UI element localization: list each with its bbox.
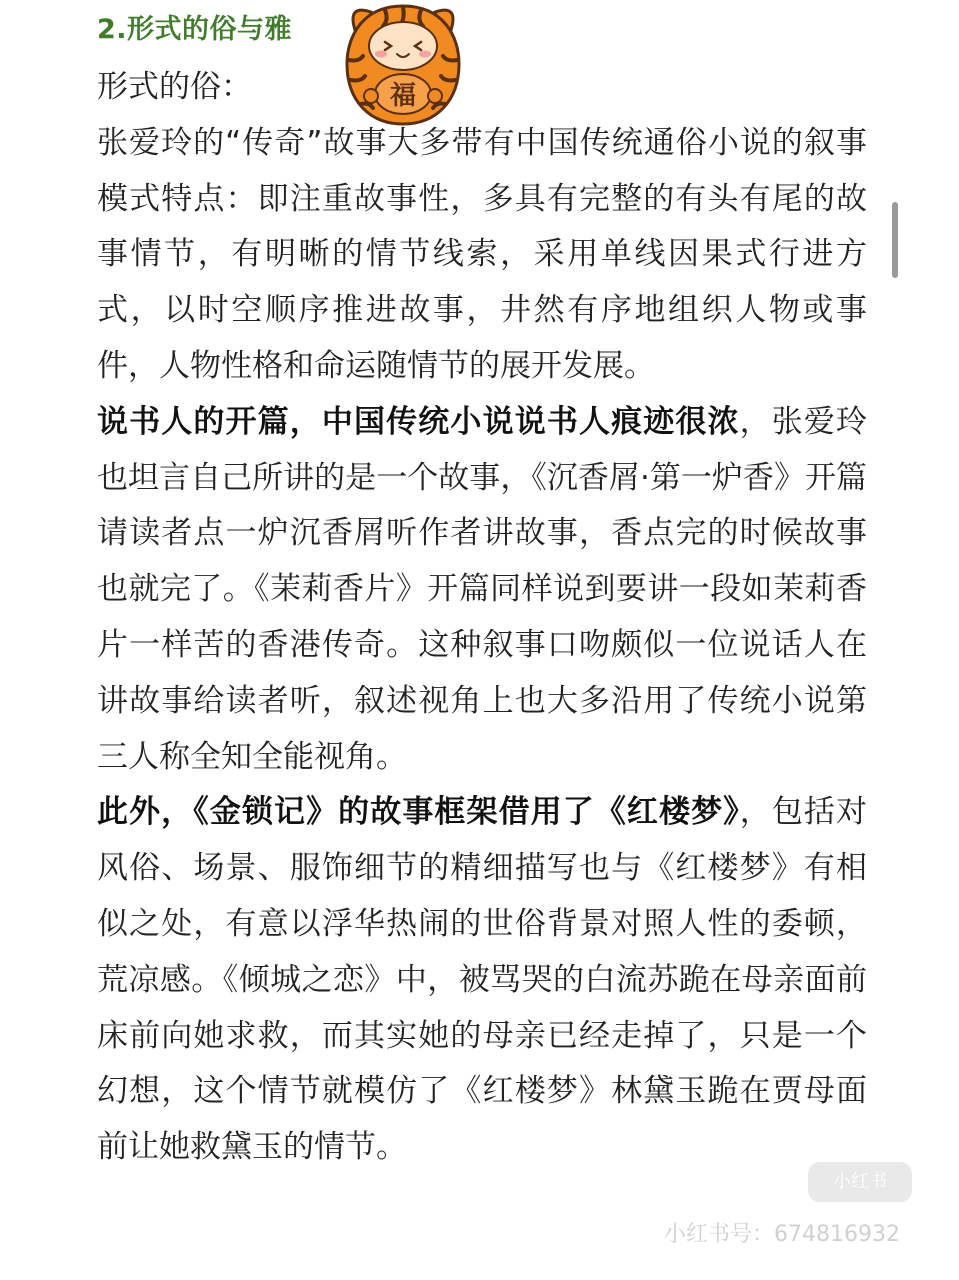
sticker-fu-character: 福 [389, 81, 417, 111]
paragraph-2 [97, 116, 867, 395]
article-body [97, 60, 867, 1176]
scrollbar[interactable] [892, 202, 898, 278]
paragraph-1 [97, 60, 867, 116]
paragraph-4-text: ，包括对风俗、场景、服饰细节的精细描写也与《红楼梦》有相似之处，有意以浮华热闹的世俗背景对照人性的委顿，荒凉感。《倾城之恋》中，被骂哭的白流苏跪在母亲面前床前向她求救，而其实她的母亲已经走掉了，只是一个幻想，这个情节就模仿了《红楼梦》林黛玉跪在贾母面前让她救黛玉的情节。 [97, 794, 867, 1166]
section-title: 2.形式的俗与雅 [97, 14, 293, 45]
watermark-id: 小红书号：674816932 [664, 1222, 900, 1247]
paragraph-4-bold: 此外，《金锁记》的故事框架借用了《红楼梦》 [97, 794, 740, 831]
paragraph-1-text: 形式的俗： [97, 69, 252, 105]
paragraph-3-text: ，张爱玲也坦言自己所讲的是一个故事，《沉香屑·第一炉香》开篇请读者点一炉沉香屑听作者讲故事，香点完的时候故事也就完了。《茉莉香片》开篇同样说到要讲一段如茉莉香片一样苦的香港传奇。这种叙事口吻颇似一位说话人在讲故事给读者听，叙述视角上也大多沿用了传统小说第三人称全知全能视角。 [97, 403, 868, 775]
paragraph-2-text: 张爱玲的“传奇”故事大多带有中国传统通俗小说的叙事模式特点：即注重故事性，多具有完整的有头有尾的故事情节，有明晰的情节线索，采用单线因果式行进方式，以时空顺序推进故事，井然有序地组织人物或事件，人物性格和命运随情节的展开发展。 [97, 124, 867, 384]
watermark-logo: 小红书 [808, 1162, 912, 1202]
paragraph-3-bold: 说书人的开篇，中国传统小说说书人痕迹很浓 [97, 403, 740, 440]
paragraph-4 [97, 785, 867, 1176]
paragraph-3 [97, 395, 867, 786]
